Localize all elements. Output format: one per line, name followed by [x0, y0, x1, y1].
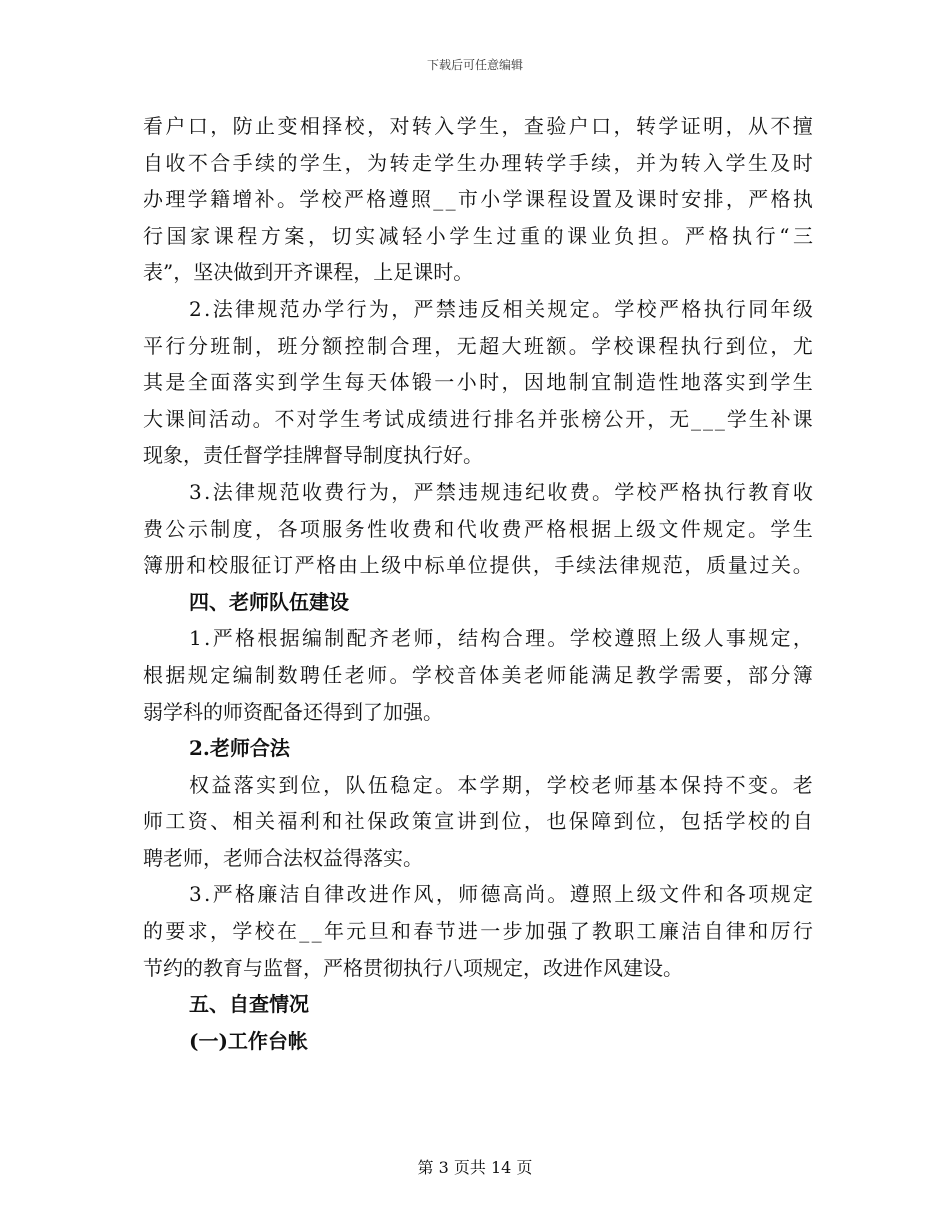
section-heading: (一)工作台帐	[189, 1028, 308, 1053]
paragraph-line: 办 理 学 籍 增 补 。 学 校 严 格 遵 照 _ _ 市 小 学 课 程 设 置 及 课 时 安 排 ， 严 格 执	[143, 187, 813, 212]
section-heading: 2.老师合法	[189, 736, 290, 761]
paragraph-line: 表”，坚决做到开齐课程，上足课时。	[143, 260, 474, 285]
paragraph-line: 大 课 间 活 动 。 不 对 学 生 考 试 成 绩 进 行 排 名 并 张 榜 公 开 ， 无 _ _ _ 学 生 补 课	[143, 406, 813, 431]
paragraph-line: 权 益 落 实 到 位 ， 队 伍 稳 定 。 本 学 期 ， 学 校 老 师 基 本 保 持 不 变 。 老	[189, 772, 813, 797]
paragraph-line: 费 公 示 制 度 ， 各 项 服 务 性 收 费 和 代 收 费 严 格 根 据 上 级 文 件 规 定 。 学 生	[143, 516, 813, 541]
section-heading: 四、老师队伍建设	[189, 589, 349, 614]
document-body	[143, 108, 813, 1059]
paragraph-line: 的 要 求 ， 学 校 在 _ _ 年 元 旦 和 春 节 进 一 步 加 强 了 教 职 工 廉 洁 自 律 和 厉 行	[143, 919, 813, 944]
paragraph-line: 行 国 家 课 程 方 案 ， 切 实 减 轻 小 学 生 过 重 的 课 业 负 担 。 严 格 执 行 “ 三	[143, 223, 813, 248]
paragraph-line: 现象，责任督学挂牌督导制度执行好。	[143, 443, 483, 468]
paragraph-line: 节约的教育与监督，严格贯彻执行八项规定，改进作风建设。	[143, 955, 683, 980]
paragraph-line: 聘老师，老师合法权益得落实。	[143, 845, 423, 870]
paragraph-line: 1 . 严 格 根 据 编 制 配 齐 老 师 ， 结 构 合 理 。 学 校 遵 照 上 级 人 事 规 定 ，	[189, 626, 813, 651]
page-header: 下载后可任意编辑	[426, 58, 523, 72]
paragraph-line: 自 收 不 合 手 续 的 学 生 ， 为 转 走 学 生 办 理 转 学 手 续 ， 并 为 转 入 学 生 及 时	[143, 150, 813, 175]
paragraph-line: 师 工 资 、 相 关 福 利 和 社 保 政 策 宣 讲 到 位 ， 也 保 障 到 位 ， 包 括 学 校 的 自	[143, 809, 813, 834]
paragraph-line: 平 行 分 班 制 ， 班 分 额 控 制 合 理 ， 无 超 大 班 额 。 学 校 课 程 执 行 到 位 ， 尤	[143, 333, 813, 358]
paragraph-line: 根 据 规 定 编 制 数 聘 任 老 师 。 学 校 音 体 美 老 师 能 满 足 教 学 需 要 ， 部 分 簿	[143, 662, 813, 687]
paragraph-line: 弱学科的师资配备还得到了加强。	[143, 699, 443, 724]
paragraph-line: 簿 册 和 校 服 征 订 严 格 由 上 级 中 标 单 位 提 供 ， 手 续 法 律 规 范 ， 质 量 过 关 。	[143, 553, 813, 578]
paragraph-line: 其 是 全 面 落 实 到 学 生 每 天 体 锻 一 小 时 ， 因 地 制 宜 制 造 性 地 落 实 到 学 生	[143, 370, 813, 395]
section-heading: 五、自查情况	[189, 992, 309, 1017]
paragraph-line: 3 . 法 律 规 范 收 费 行 为 ， 严 禁 违 规 违 纪 收 费 。 学 校 严 格 执 行 教 育 收	[189, 479, 813, 504]
paragraph-line: 看 户 口 ， 防 止 变 相 择 校 ， 对 转 入 学 生 ， 查 验 户 口 ， 转 学 证 明 ， 从 不 擅	[143, 114, 813, 138]
paragraph-line: 3 . 严 格 廉 洁 自 律 改 进 作 风 ， 师 德 高 尚 。 遵 照 上 级 文 件 和 各 项 规 定	[189, 882, 813, 907]
page-footer: 第 3 页共 14 页	[417, 1158, 533, 1177]
paragraph-line: 2 . 法 律 规 范 办 学 行 为 ， 严 禁 违 反 相 关 规 定 。 学 校 严 格 执 行 同 年 级	[189, 296, 813, 321]
